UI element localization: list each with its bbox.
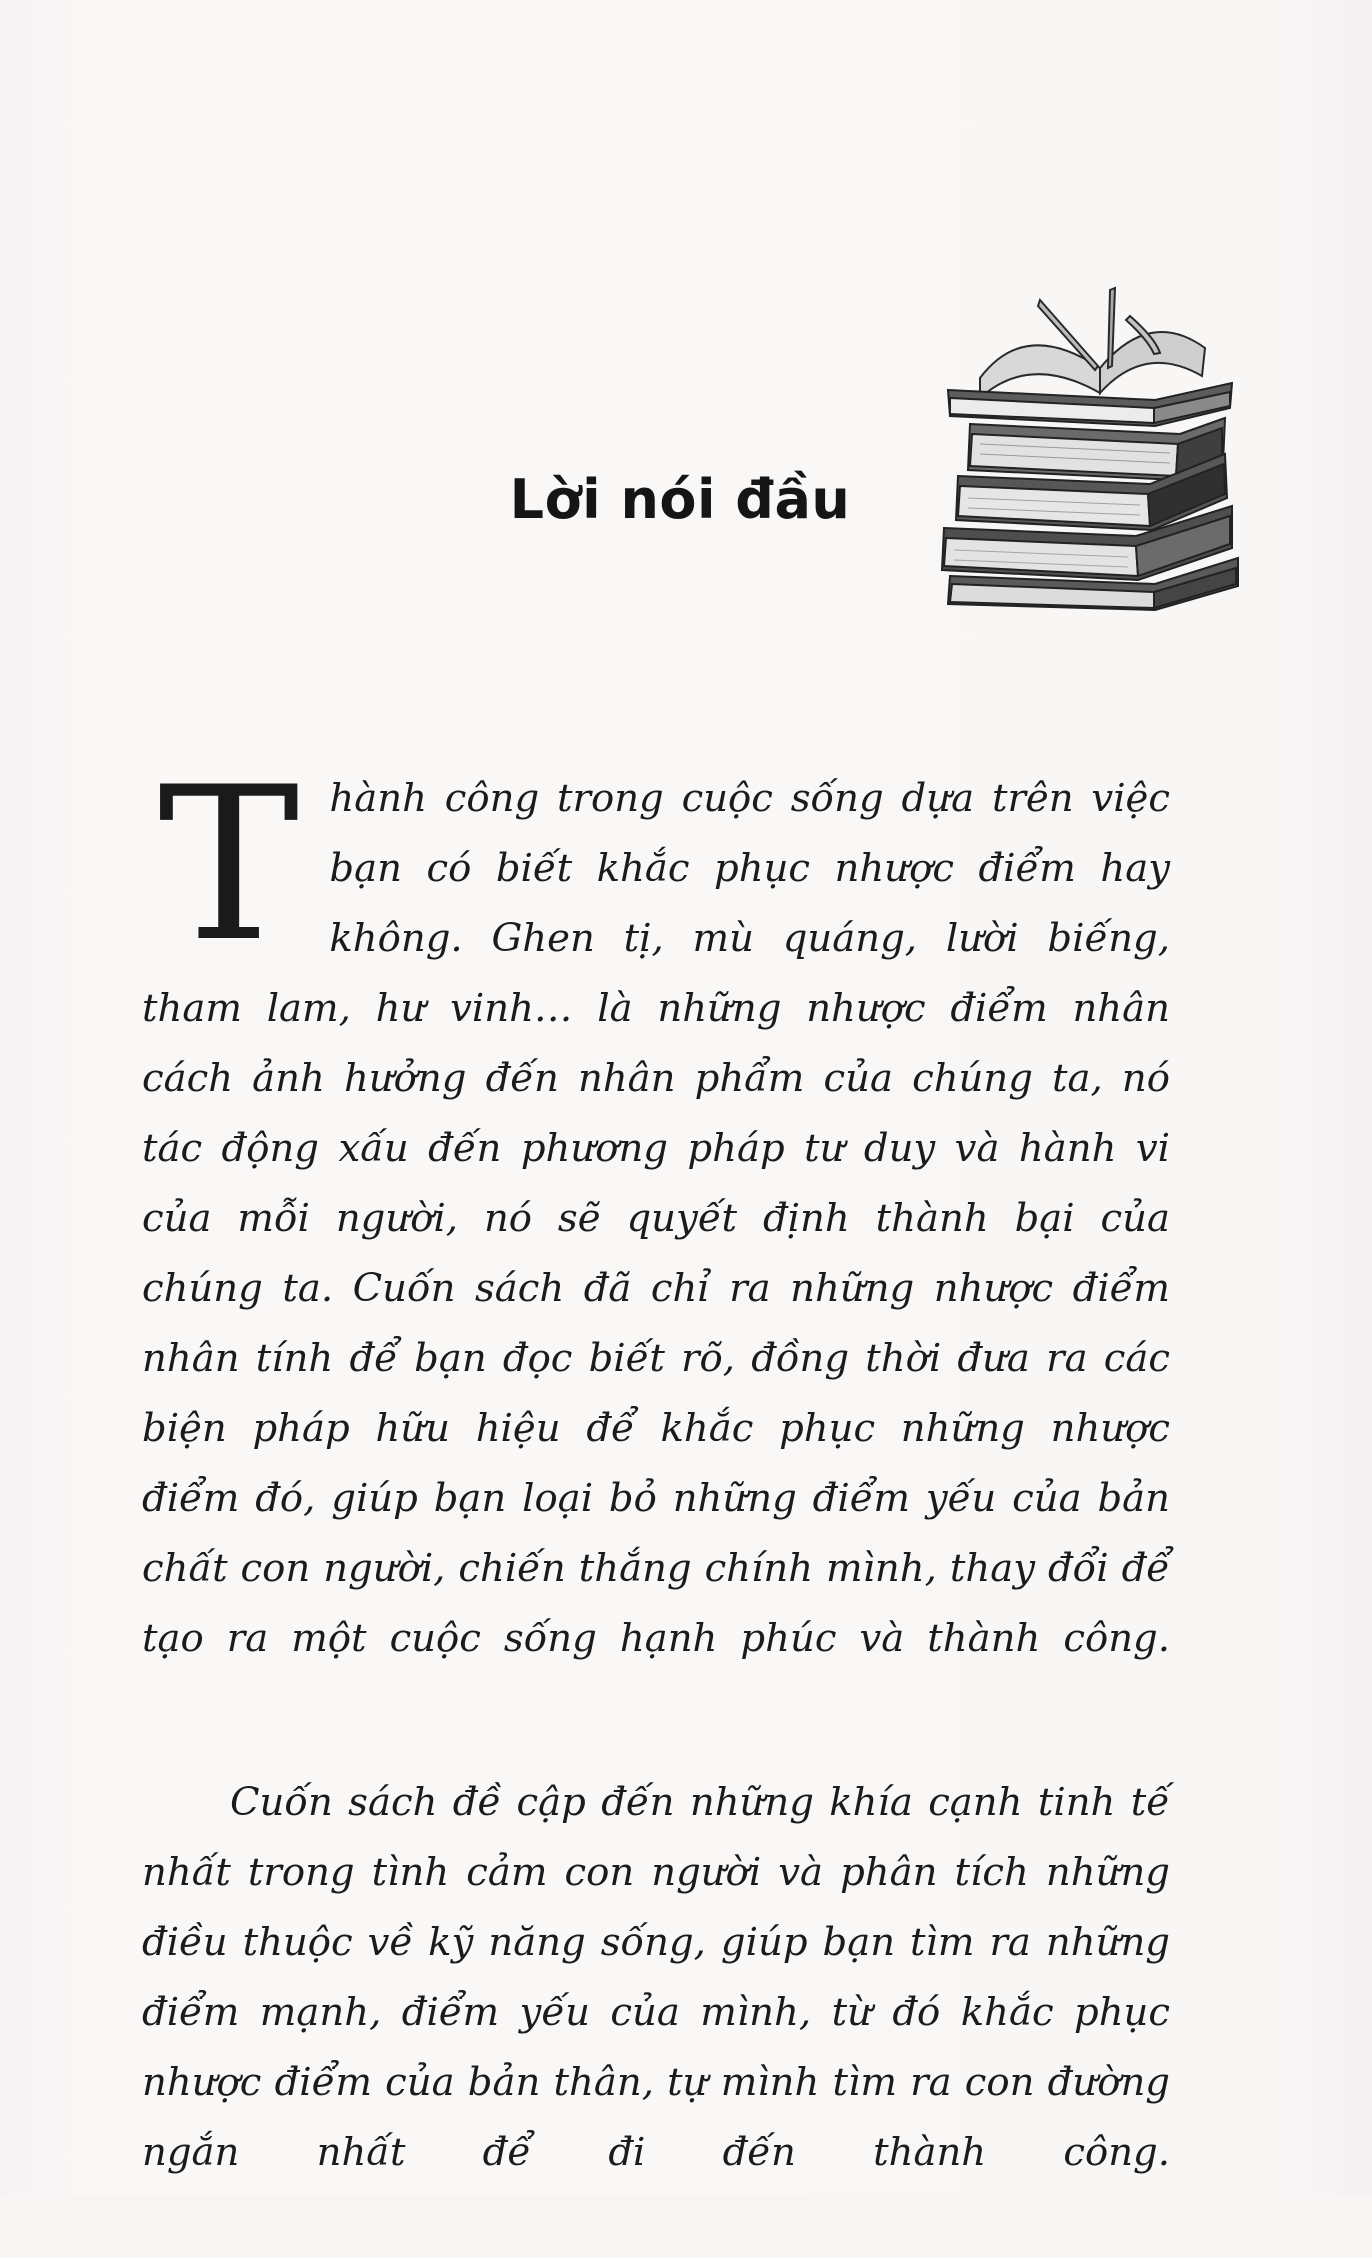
paragraph-1-text: hành công trong cuộc sống dựa trên việc bạn có biết khắc phục nhược điểm hay không. Ghen tị, mù quáng, lười biếng, tham lam, hư vinh… là những nhược điểm nhân cách ảnh hưởng đến nhân phẩm của chúng ta, nó tác động xấu đến phương pháp tư duy và hành vi của mỗi người, nó sẽ quyết định thành bại của chúng ta. Cuốn sách đã chỉ ra những nhược điểm nhân tính để bạn đọc biết rõ, đồng thời đưa ra các biện pháp hữu hiệu để khắc phục những nhược điểm đó, giúp bạn loại bỏ những điểm yếu của bản chất con người, chiến thắng chính mình, thay đổi để tạo ra một cuộc sống hạnh phúc và thành công. bbox=[142, 776, 1170, 1661]
page-title: Lời nói đầu bbox=[509, 468, 851, 531]
body-text bbox=[142, 741, 1170, 2258]
paragraph-2: Cuốn sách đề cập đến những khía cạnh tinh tế nhất trong tình cảm con người và phân tích những điều thuộc về kỹ năng sống, giúp bạn tìm ra những điểm mạnh, điểm yếu của mình, từ đó khắc phục nhược điểm của bản thân, tự mình tìm ra con đường ngắn nhất để đi đến thành công. bbox=[142, 1780, 1170, 2175]
paragraph-1 bbox=[142, 741, 1170, 1744]
drop-cap: T bbox=[158, 741, 300, 988]
stack-of-books-icon bbox=[940, 258, 1240, 618]
